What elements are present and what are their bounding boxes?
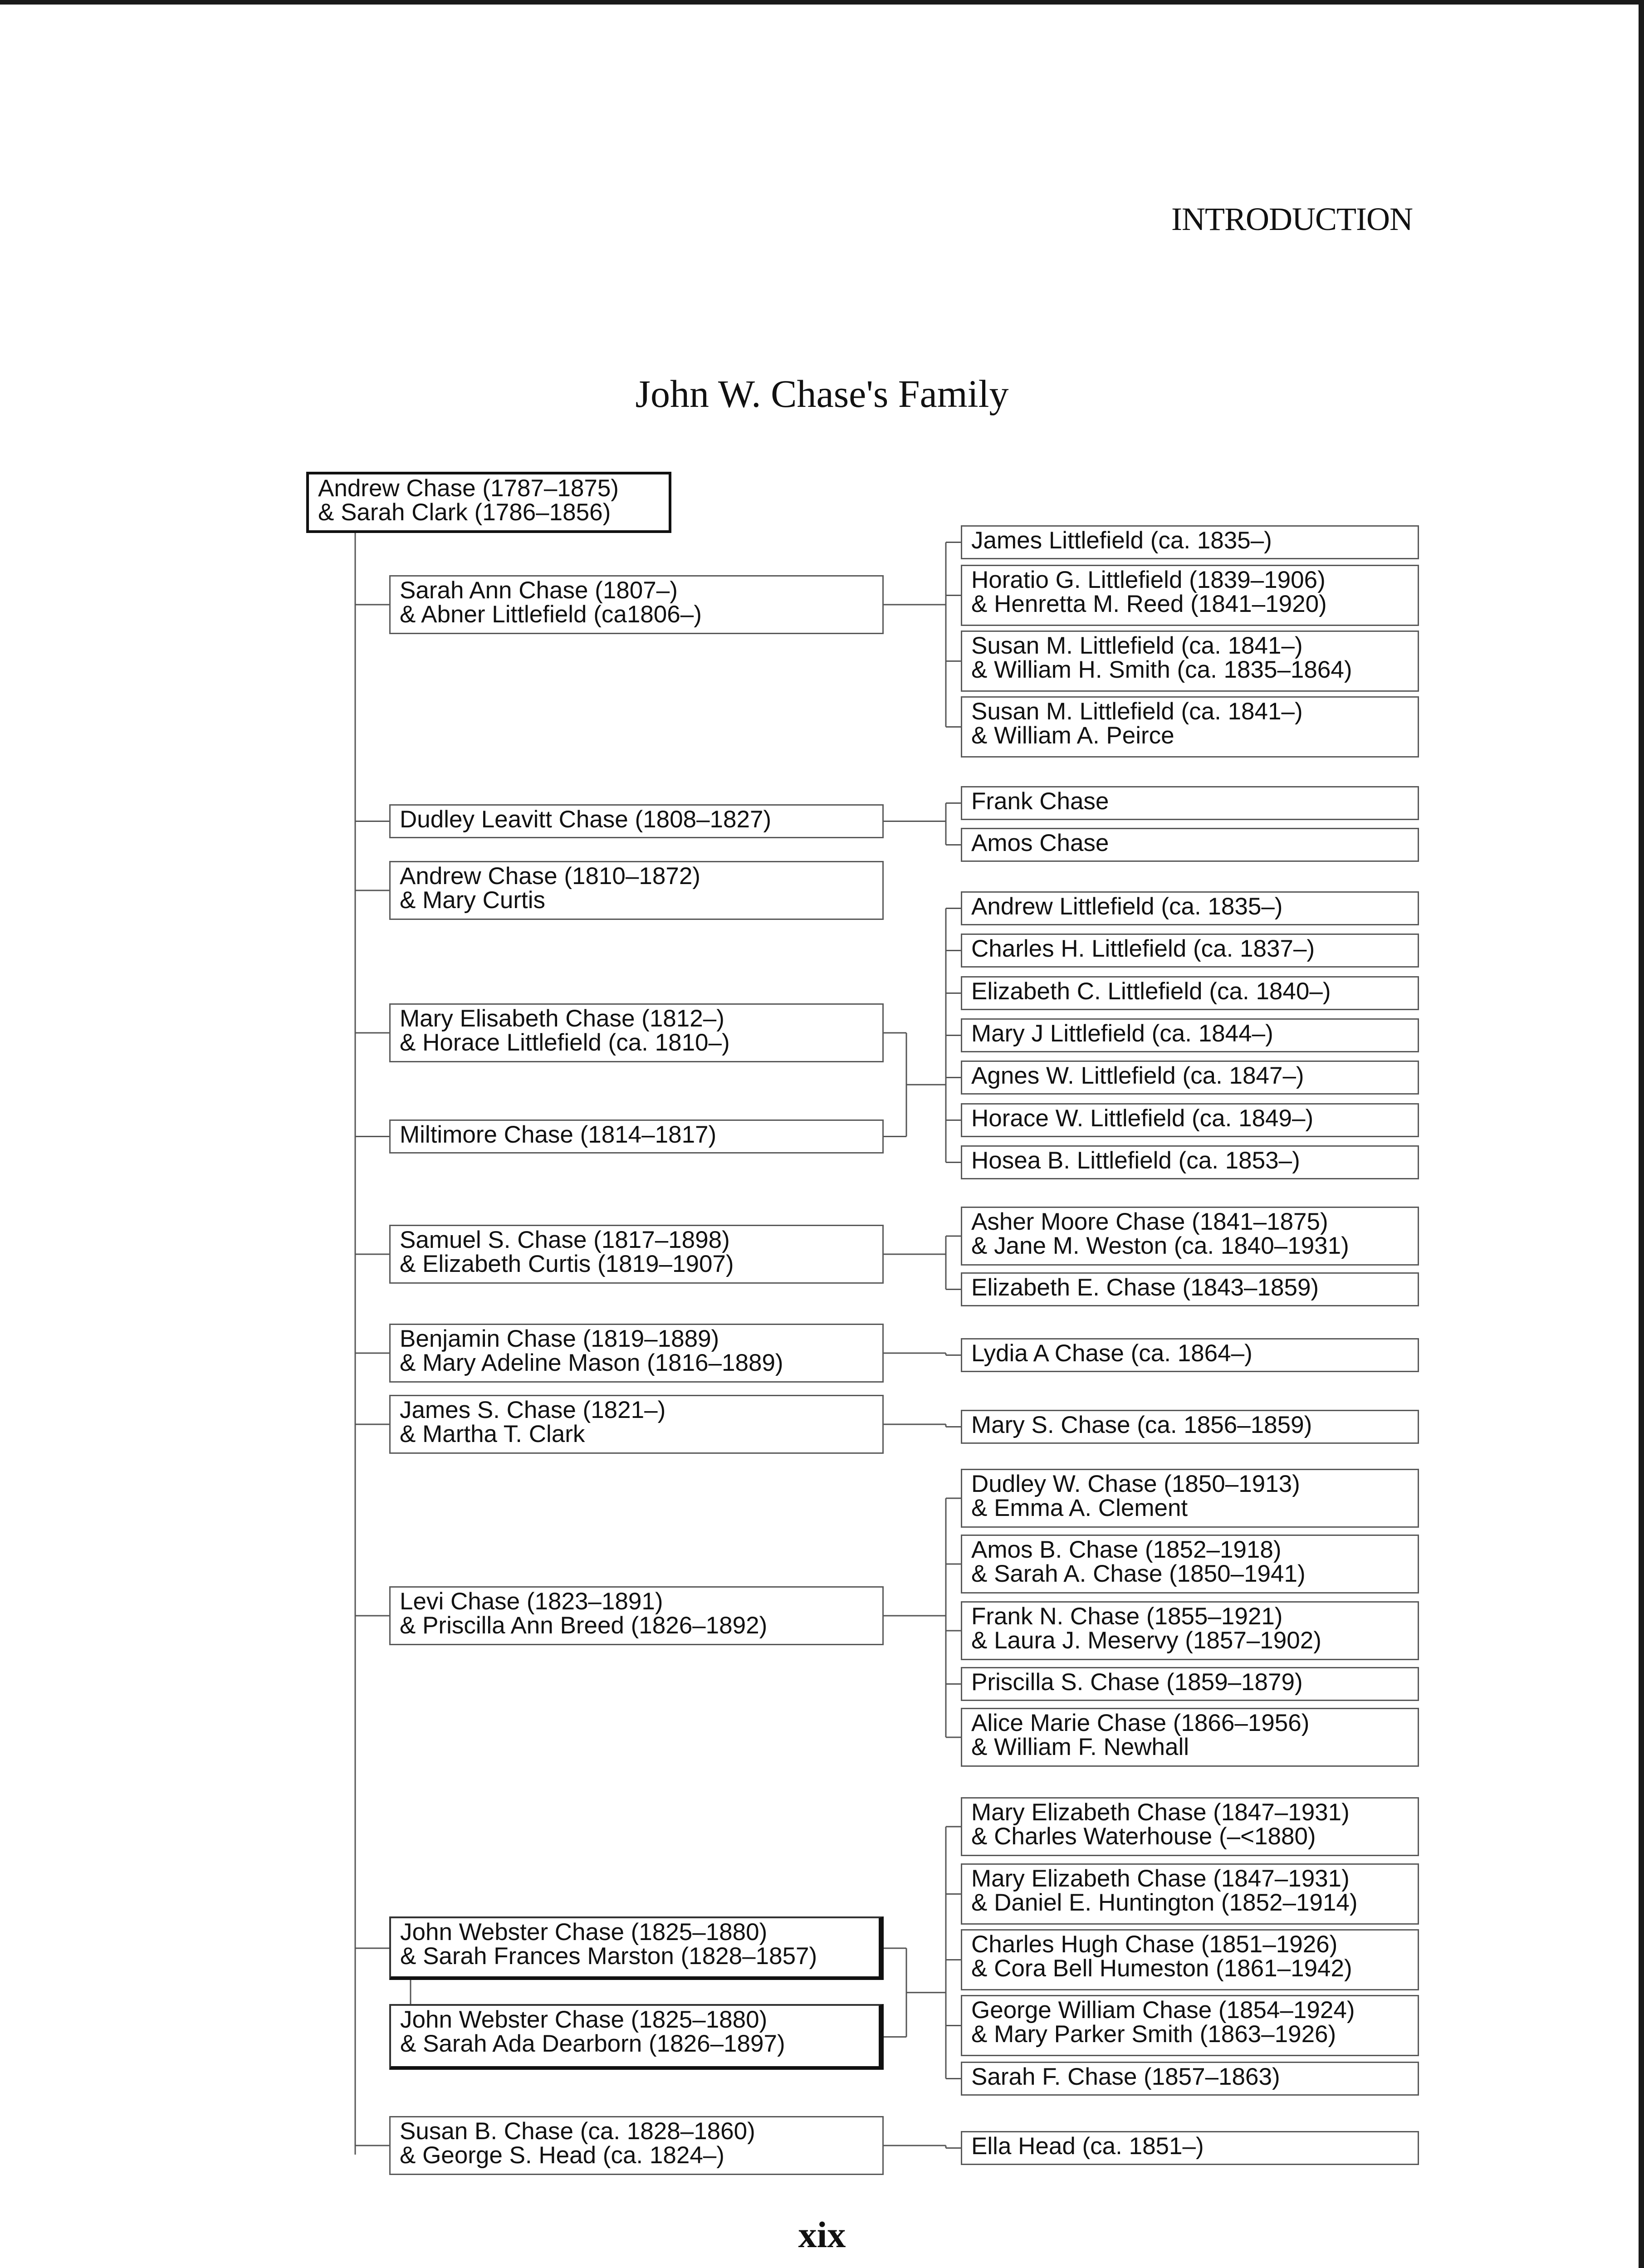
box-line: Charles Hugh Chase (1851–1926) xyxy=(971,1931,1338,1958)
grandchild-box xyxy=(961,1797,1419,1856)
box-line: Horatio G. Littlefield (1839–1906) xyxy=(971,567,1326,593)
box-line: Susan M. Littlefield (ca. 1841–) xyxy=(971,698,1303,725)
box-line: & Mary Curtis xyxy=(400,887,545,914)
box-line: Charles H. Littlefield (ca. 1837–) xyxy=(971,935,1315,962)
child-box-andrew xyxy=(389,861,884,920)
box-line: Lydia A Chase (ca. 1864–) xyxy=(971,1340,1253,1367)
box-line: & Jane M. Weston (ca. 1840–1931) xyxy=(971,1232,1349,1259)
box-line: Sarah Ann Chase (1807–) xyxy=(400,577,678,604)
box-line: Mary Elizabeth Chase (1847–1931) xyxy=(971,1865,1350,1892)
box-line: & Charles Waterhouse (–<1880) xyxy=(971,1823,1316,1850)
box-line: Asher Moore Chase (1841–1875) xyxy=(971,1208,1328,1235)
box-line: Andrew Chase (1810–1872) xyxy=(400,863,700,890)
root-couple-box xyxy=(306,472,671,533)
diagram-title: John W. Chase's Family xyxy=(635,372,1009,415)
child-box-john-1 xyxy=(389,1916,884,1980)
grandchild-box xyxy=(961,2062,1419,2096)
box-line: James S. Chase (1821–) xyxy=(400,1397,666,1423)
box-line: Dudley Leavitt Chase (1808–1827) xyxy=(400,806,772,833)
box-line: Hosea B. Littlefield (ca. 1853–) xyxy=(971,1147,1300,1174)
grandchild-box xyxy=(961,1469,1419,1528)
page-number: xix xyxy=(798,2214,846,2255)
box-line: Frank N. Chase (1855–1921) xyxy=(971,1603,1283,1630)
grandchild-box xyxy=(961,1207,1419,1266)
box-line: John Webster Chase (1825–1880) xyxy=(400,1919,768,1945)
box-line: Frank Chase xyxy=(971,788,1109,815)
grandchild-box xyxy=(961,1145,1419,1179)
box-line: & George S. Head (ca. 1824–) xyxy=(400,2142,724,2169)
box-line: Sarah F. Chase (1857–1863) xyxy=(971,2063,1280,2090)
box-line: James Littlefield (ca. 1835–) xyxy=(971,527,1272,554)
grandchild-box xyxy=(961,1863,1419,1925)
box-line: Susan M. Littlefield (ca. 1841–) xyxy=(971,632,1303,659)
box-line: & Mary Adeline Mason (1816–1889) xyxy=(400,1349,783,1376)
box-line: Elizabeth C. Littlefield (ca. 1840–) xyxy=(971,978,1331,1005)
grandchild-box xyxy=(961,1061,1419,1095)
box-line: Susan B. Chase (ca. 1828–1860) xyxy=(400,2118,755,2145)
box-line: Miltimore Chase (1814–1817) xyxy=(400,1121,717,1148)
box-line: Horace W. Littlefield (ca. 1849–) xyxy=(971,1105,1314,1132)
grandchild-box xyxy=(961,565,1419,626)
child-box-john-2 xyxy=(389,2004,884,2070)
grandchild-box xyxy=(961,525,1419,559)
box-line: George William Chase (1854–1924) xyxy=(971,1997,1355,2024)
box-line: & Cora Bell Humeston (1861–1942) xyxy=(971,1955,1352,1982)
box-line: Amos B. Chase (1852–1918) xyxy=(971,1536,1282,1563)
box-line: Samuel S. Chase (1817–1898) xyxy=(400,1227,730,1253)
grandchild-box xyxy=(961,1708,1419,1767)
grandchild-box xyxy=(961,1601,1419,1660)
running-header: INTRODUCTION xyxy=(1171,201,1413,237)
box-line: & Priscilla Ann Breed (1826–1892) xyxy=(400,1612,768,1639)
box-line: & Sarah Frances Marston (1828–1857) xyxy=(400,1943,817,1970)
box-line: Mary Elisabeth Chase (1812–) xyxy=(400,1005,724,1032)
box-line: & Sarah Clark (1786–1856) xyxy=(318,499,611,526)
child-box-benjamin xyxy=(389,1324,884,1383)
box-line: & Daniel E. Huntington (1852–1914) xyxy=(971,1889,1358,1916)
grandchild-box xyxy=(961,631,1419,692)
box-line: & Martha T. Clark xyxy=(400,1421,585,1447)
child-box-samuel xyxy=(389,1225,884,1284)
box-line: Dudley W. Chase (1850–1913) xyxy=(971,1471,1300,1497)
box-line: & Henretta M. Reed (1841–1920) xyxy=(971,591,1327,617)
box-line: & Laura J. Meservy (1857–1902) xyxy=(971,1627,1321,1654)
grandchild-box xyxy=(961,1272,1419,1306)
grandchild-box xyxy=(961,1929,1419,1990)
grandchild-box xyxy=(961,1103,1419,1137)
box-line: & Elizabeth Curtis (1819–1907) xyxy=(400,1251,734,1277)
box-line: & William A. Peirce xyxy=(971,722,1174,749)
child-box-dudley xyxy=(389,804,884,838)
grandchild-box xyxy=(961,976,1419,1010)
box-line: & Horace Littlefield (ca. 1810–) xyxy=(400,1029,730,1056)
box-line: Elizabeth E. Chase (1843–1859) xyxy=(971,1274,1319,1301)
grandchild-box xyxy=(961,891,1419,925)
box-line: & Abner Littlefield (ca1806–) xyxy=(400,601,702,628)
grandchild-box xyxy=(961,1410,1419,1444)
grandchild-box xyxy=(961,786,1419,820)
grandchild-box xyxy=(961,1667,1419,1701)
box-line: Alice Marie Chase (1866–1956) xyxy=(971,1710,1310,1736)
box-line: & Mary Parker Smith (1863–1926) xyxy=(971,2021,1336,2048)
grandchild-box xyxy=(961,696,1419,758)
child-box-susan xyxy=(389,2116,884,2175)
box-line: Ella Head (ca. 1851–) xyxy=(971,2133,1204,2160)
box-line: Mary J Littlefield (ca. 1844–) xyxy=(971,1020,1273,1047)
box-line: Andrew Littlefield (ca. 1835–) xyxy=(971,893,1283,920)
box-line: & William F. Newhall xyxy=(971,1734,1189,1760)
child-box-miltimore xyxy=(389,1119,884,1154)
grandchild-box xyxy=(961,934,1419,968)
child-box-sarah-ann xyxy=(389,575,884,634)
grandchild-box xyxy=(961,1338,1419,1372)
box-line: & William H. Smith (ca. 1835–1864) xyxy=(971,656,1352,683)
grandchild-box xyxy=(961,2131,1419,2165)
box-line: Mary S. Chase (ca. 1856–1859) xyxy=(971,1412,1312,1438)
box-line: Mary Elizabeth Chase (1847–1931) xyxy=(971,1799,1350,1826)
grandchild-box xyxy=(961,1535,1419,1593)
box-line: Benjamin Chase (1819–1889) xyxy=(400,1325,719,1352)
child-box-james xyxy=(389,1395,884,1454)
child-box-mary-elisabeth xyxy=(389,1003,884,1062)
grandchild-box xyxy=(961,828,1419,862)
box-line: Levi Chase (1823–1891) xyxy=(400,1588,663,1615)
box-line: & Sarah Ada Dearborn (1826–1897) xyxy=(400,2030,785,2057)
grandchild-box xyxy=(961,1018,1419,1052)
box-line: & Emma A. Clement xyxy=(971,1495,1188,1521)
box-line: Priscilla S. Chase (1859–1879) xyxy=(971,1669,1303,1696)
child-box-levi xyxy=(389,1586,884,1645)
box-line: Agnes W. Littlefield (ca. 1847–) xyxy=(971,1062,1304,1089)
box-line: John Webster Chase (1825–1880) xyxy=(400,2006,768,2033)
box-line: & Sarah A. Chase (1850–1941) xyxy=(971,1560,1306,1587)
grandchild-box xyxy=(961,1995,1419,2056)
box-line: Amos Chase xyxy=(971,830,1109,856)
box-line: Andrew Chase (1787–1875) xyxy=(318,475,619,502)
